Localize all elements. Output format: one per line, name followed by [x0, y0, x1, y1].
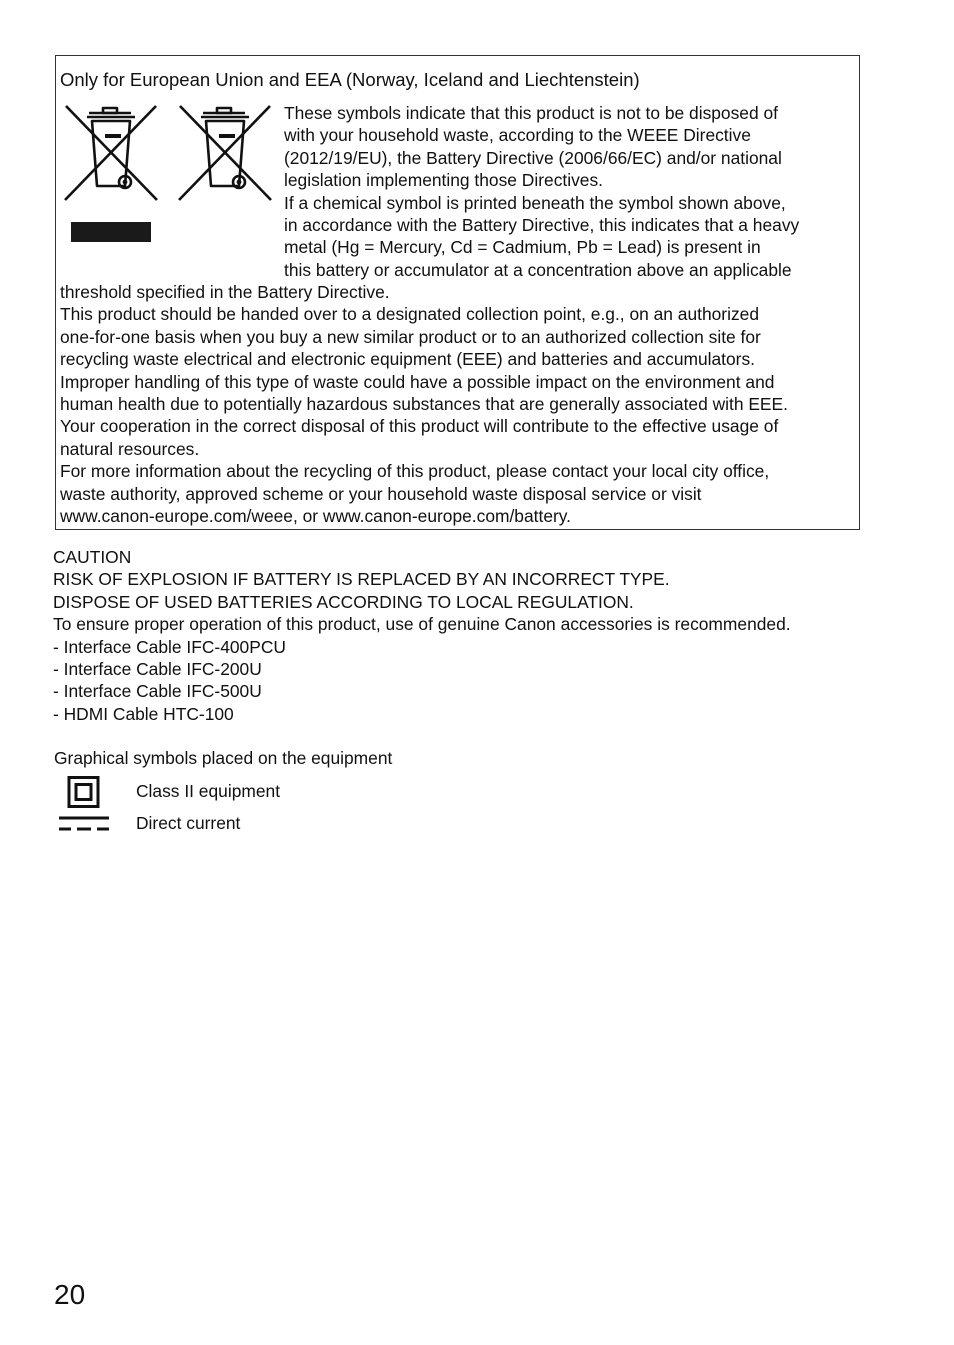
- list-item: - Interface Cable IFC-200U: [53, 659, 262, 680]
- symbol-row-class-ii: [58, 776, 458, 808]
- symbol-label: Class II equipment: [136, 781, 281, 801]
- text-line: with your household waste, according to the WEEE Directive: [284, 125, 751, 146]
- symbols-title: Graphical symbols placed on the equipment: [54, 748, 393, 768]
- list-item: - Interface Cable IFC-500U: [53, 681, 262, 702]
- text-line: in accordance with the Battery Directive, this indicates that a heavy: [284, 215, 800, 236]
- text-line: this battery or accumulator at a concentration above an applicable: [284, 259, 792, 280]
- text-line: DISPOSE OF USED BATTERIES ACCORDING TO LOCAL REGULATION.: [53, 591, 634, 612]
- text-line: human health due to potentially hazardous substances that are generally associated with EEE.: [60, 394, 788, 415]
- text-line: www.canon-europe.com/weee, or www.canon-europe.com/battery.: [60, 506, 572, 527]
- text-line: recycling waste electrical and electronic equipment (EEE) and batteries and accumulators.: [60, 349, 756, 370]
- weee-intro-text: [284, 102, 859, 281]
- list-item: - HDMI Cable HTC-100: [53, 703, 234, 724]
- text-line: If a chemical symbol is printed beneath the symbol shown above,: [284, 192, 786, 213]
- direct-current-icon: [58, 810, 112, 842]
- text-line: waste authority, approved scheme or your household waste disposal service or visit: [60, 483, 702, 504]
- text-line: metal (Hg = Mercury, Cd = Cadmium, Pb = Lead) is present in: [284, 237, 761, 258]
- text-line: threshold specified in the Battery Directive.: [60, 282, 390, 302]
- crossed-out-wheelie-bin-battery-icon: [175, 102, 275, 204]
- text-line: For more information about the recycling of this product, please contact your local city office,: [60, 461, 770, 482]
- weee-notice-box: [55, 55, 860, 530]
- text-line: Improper handling of this type of waste could have a possible impact on the environment and: [60, 371, 775, 392]
- text-line: These symbols indicate that this product is not to be disposed of: [284, 103, 778, 123]
- weee-heading: Only for European Union and EEA (Norway, Iceland and Liechtenstein): [60, 69, 640, 90]
- text-line: natural resources.: [60, 438, 200, 459]
- page-number: 20: [54, 1279, 86, 1310]
- chemical-symbol-bar: [71, 222, 151, 242]
- crossed-out-wheelie-bin-icon: [61, 102, 161, 204]
- weee-body-text: [60, 281, 860, 527]
- text-line: (2012/19/EU), the Battery Directive (2006/66/EC) and/or national: [284, 147, 782, 168]
- symbol-label: Direct current: [136, 813, 241, 833]
- text-line: To ensure proper operation of this product, use of genuine Canon accessories is recommended.: [53, 614, 791, 635]
- caution-heading: CAUTION: [53, 547, 132, 567]
- text-line: Your cooperation in the correct disposal of this product will contribute to the effective usage of: [60, 416, 779, 437]
- class-ii-equipment-icon: [58, 776, 112, 808]
- text-line: RISK OF EXPLOSION IF BATTERY IS REPLACED BY AN INCORRECT TYPE.: [53, 569, 670, 590]
- list-item: - Interface Cable IFC-400PCU: [53, 636, 286, 657]
- text-line: This product should be handed over to a designated collection point, e.g., on an authorized: [60, 304, 760, 325]
- text-line: legislation implementing those Directives.: [284, 170, 603, 191]
- text-line: one-for-one basis when you buy a new similar product or to an authorized collection site for: [60, 326, 761, 347]
- caution-section: [53, 546, 913, 725]
- symbol-row-direct-current: [58, 810, 458, 842]
